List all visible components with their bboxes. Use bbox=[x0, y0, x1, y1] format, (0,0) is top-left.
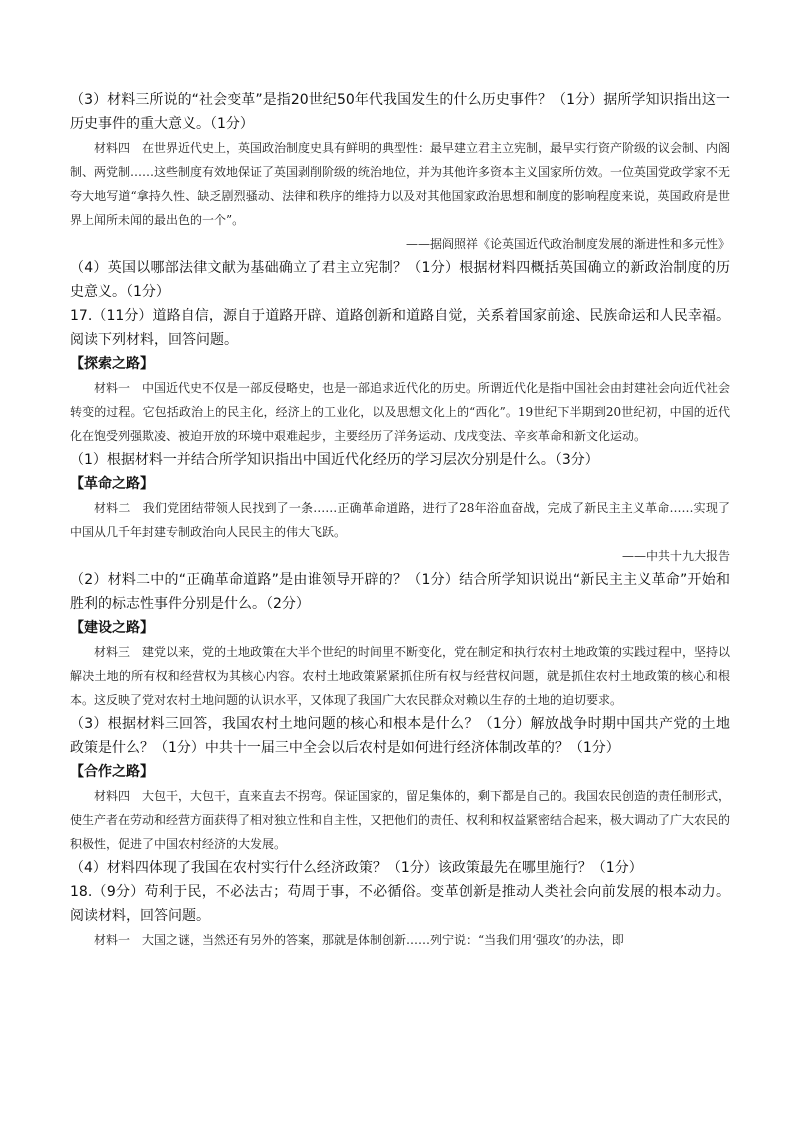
material-1-q18: 材料一 大国之谜，当然还有另外的答案，那就是体制创新……列宁说：“当我们用‘强攻’的办法，即 bbox=[94, 933, 624, 947]
material-3-q17: 材料三 建党以来，党的土地政策在大半个世纪的时间里不断变化，党在制定和执行农村土地政策的实践过程中，坚持以解决土地的所有权和经营权为其核心内容。农村土地政策紧紧抓住所有权与经营权问题，就是抓住农村土地政策的核心和根本。这反映了党对农村土地问题的认识水平，又体现了我国广大农民群众对赖以生存的土地的迫切要求。 bbox=[70, 645, 731, 707]
material-4-q17: 材料四 大包干，大包干，直来直去不拐弯。保证国家的，留足集体的，剩下都是自己的。我国农民创造的责任制形式，使生产者在劳动和经营方面获得了相对独立性和自主性，又把他们的责任、权利和权益紧密结合起来，极大调动了广大农民的积极性，促进了中国农村经济的大发展。 bbox=[70, 789, 731, 851]
question-18-intro: 18.（9分）苟利于民，不必法古；苟周于事，不必循俗。变革创新是推动人类社会向前发展的根本动力。阅读材料，回答问题。 bbox=[70, 884, 730, 924]
material-2-q17: 材料二 我们党团结带领人民找到了一条……正确革命道路，进行了28年浴血奋战，完成了新民主主义革命……实现了中国从几千年封建专制政治向人民民主的伟大飞跃。 bbox=[70, 501, 730, 539]
page-content bbox=[70, 88, 730, 952]
question-17-2: （2）材料二中的“正确革命道路”是由谁领导开辟的？（1分）结合所学知识说出“新民主主义革命”开始和胜利的标志性事件分别是什么。（2分） bbox=[70, 572, 730, 612]
material-1-q17: 材料一 中国近代史不仅是一部反侵略史，也是一部追求近代化的历史。所谓近代化是指中国社会由封建社会向近代社会转变的过程。它包括政治上的民主化，经济上的工业化，以及思想文化上的“西化”。19世纪下半期到20世纪初，中国的近代化在饱受列强欺凌、被迫开放的环境中艰难起步，主要经历了洋务运动、戊戌变法、辛亥革命和新文化运动。 bbox=[70, 381, 731, 443]
question-17-intro: 17.（11分）道路自信，源自于道路开辟、道路创新和道路自觉，关系着国家前途、民族命运和人民幸福。阅读下列材料，回答问题。 bbox=[70, 308, 730, 348]
section-heading-build: 【建设之路】 bbox=[70, 620, 154, 636]
question-17-1: （1）根据材料一并结合所学知识指出中国近代化经历的学习层次分别是什么。（3分） bbox=[70, 452, 599, 468]
material-4-q16-source: ——据阎照祥《论英国近代政治制度发展的渐进性和多元性》 bbox=[405, 237, 730, 251]
material-4-q16: 材料四 在世界近代史上，英国政治制度史具有鲜明的典型性：最早建立君主立宪制，最早实行资产阶级的议会制、内阁制、两党制……这些制度有效地保证了英国剥削阶级的统治地位，并为其他许多资本主义国家所仿效。一位英国党政学家不无夸大地写道“拿持久性、缺乏剧烈骚动、法律和秩序的维持力以及对其他国家政治思想和制度的影响程度来说，英国政府是世界上闻所未闻的最出色的一个”。 bbox=[70, 141, 731, 227]
material-2-q17-source: ——中共十九大报告 bbox=[621, 549, 730, 563]
section-heading-cooperation: 【合作之路】 bbox=[70, 764, 154, 780]
question-17-3: （3）根据材料三回答，我国农村土地问题的核心和根本是什么？（1分）解放战争时期中国共产党的土地政策是什么？（1分）中共十一届三中全会以后农村是如何进行经济体制改革的？（1分） bbox=[70, 716, 730, 756]
question-16-4: （4）英国以哪部法律文献为基础确立了君主立宪制？（1分）根据材料四概括英国确立的新政治制度的历史意义。（1分） bbox=[70, 260, 730, 300]
question-17-4: （4）材料四体现了我国在农村实行什么经济政策？（1分）该政策最先在哪里施行？（1分） bbox=[70, 860, 643, 876]
section-heading-revolution: 【革命之路】 bbox=[70, 476, 154, 492]
question-16-3: （3）材料三所说的“社会变革”是指20世纪50年代我国发生的什么历史事件？（1分）据所学知识指出这一历史事件的重大意义。（1分） bbox=[70, 92, 730, 132]
section-heading-explore: 【探索之路】 bbox=[70, 356, 154, 372]
